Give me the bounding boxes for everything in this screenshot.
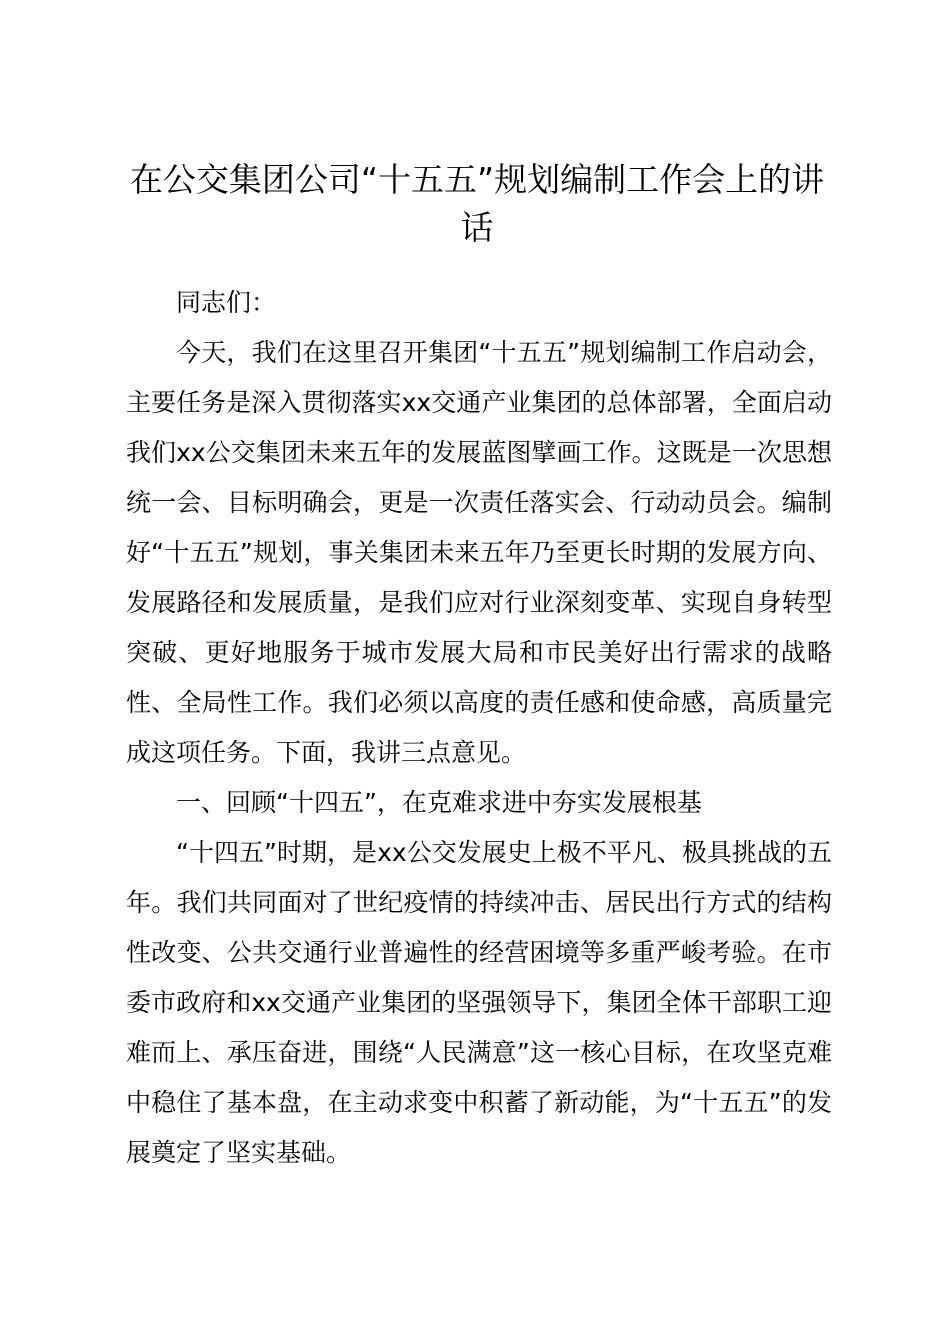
section-heading: 一、回顾“十四五”，在克难求进中夯实发展根基 xyxy=(176,788,702,817)
salutation: 同志们： xyxy=(176,288,277,317)
paragraph-intro: 今天，我们在这里召开集团“十五五”规划编制工作启动会，主要任务是深入贯彻落实xx交通产业集团的总体部署，全面启动我们xx公交集团未来五年的发展蓝图擘画工作。这既是一次思想统一会、目标明确会，更是一次责任落实会、行动动员会。编制好“十五五”规划，事关集团未来五年乃至更长时期的发展方向、发展路径和发展质量，是我们应对行业深刻变革、实现自身转型突破、更好地服务于城市发展大局和市民美好出行需求的战略性、全局性工作。我们必须以高度的责任感和使命感，高质量完成这项任务。下面，我讲三点意见。 xyxy=(126,338,832,767)
document-title: 在公交集团公司“十五五”规划编制工作会上的讲话 xyxy=(129,160,825,247)
paragraph-review: “十四五”时期，是xx公交发展史上极不平凡、极具挑战的五年。我们共同面对了世纪疫情的持续冲击、居民出行方式的结构性改变、公共交通行业普遍性的经营困境等多重严峻考验。在市委市政府和xx交通产业集团的坚强领导下，集团全体干部职工迎难而上、承压奋进，围绕“人民满意”这一核心目标，在攻坚克难中稳住了基本盘，在主动求变中积蓄了新动能，为“十五五”的发展奠定了坚实基础。 xyxy=(126,838,832,1167)
